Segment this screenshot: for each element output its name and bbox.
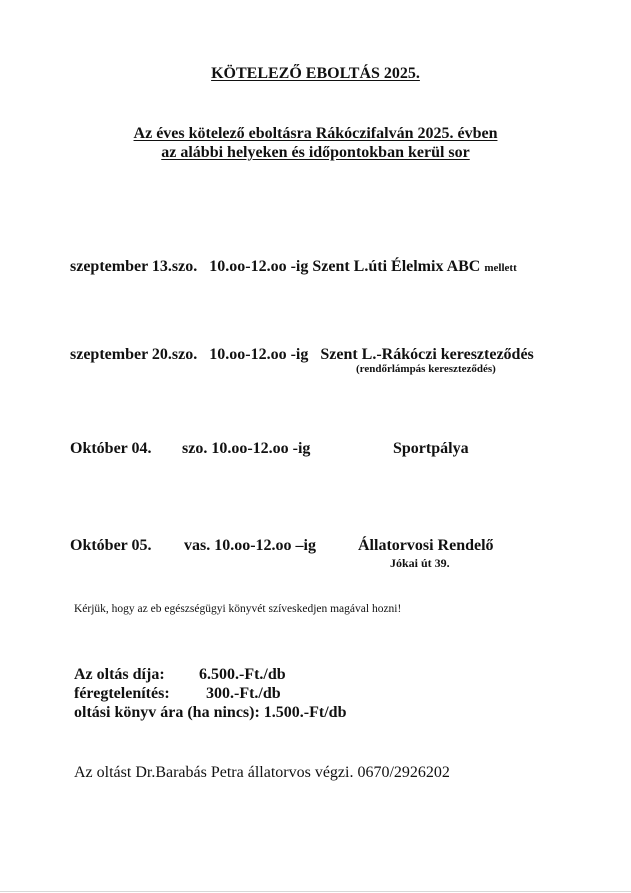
schedule-sub-2: (rendőrlámpás kereszteződés)	[356, 363, 496, 375]
fee-label-1: Az oltás díja:	[74, 666, 165, 683]
schedule-date-4: Október 05.	[70, 537, 152, 554]
fee-row-3	[74, 704, 346, 722]
schedule-sub-4: Jókai út 39.	[390, 556, 450, 570]
schedule-date: szeptember 20.szo.	[70, 346, 198, 363]
page-edge-divider	[0, 891, 631, 892]
intro-line-2: az alábbi helyeken és időpontokban kerül sor	[161, 144, 470, 161]
schedule-place-3: Sportpálya	[393, 440, 469, 457]
schedule-row-2	[70, 346, 534, 364]
document-title: KÖTELEZŐ EBOLTÁS 2025.	[211, 65, 420, 82]
schedule-date-3: Október 04.	[70, 440, 152, 457]
schedule-time-4: vas. 10.oo-12.oo –ig	[184, 537, 316, 554]
schedule-place: Szent L.-Rákóczi kereszteződés	[320, 346, 534, 363]
schedule-time: 10.oo-12.oo -ig	[209, 258, 309, 275]
note-text: Kérjük, hogy az eb egészségügyi könyvét szíveskedjen magával hozni!	[74, 603, 402, 615]
schedule-place: Szent L.úti Élelmix ABC	[312, 258, 481, 275]
fee-label-2: féregtelenítés:	[74, 685, 170, 702]
fee-value-3: 1.500.-Ft/db	[263, 704, 347, 721]
fee-value-1: 6.500.-Ft./db	[199, 666, 286, 683]
schedule-time: 10.oo-12.oo -ig	[209, 346, 309, 363]
schedule-place-suffix: mellett	[484, 262, 517, 274]
schedule-place-4: Állatorvosi Rendelő	[358, 537, 494, 554]
intro-line-1: Az éves kötelező eboltásra Rákóczifalván 2025. évben	[133, 125, 498, 142]
schedule-time-3: szo. 10.oo-12.oo -ig	[182, 440, 311, 457]
schedule-date: szeptember 13.szo.	[70, 258, 198, 275]
schedule-row-1	[70, 258, 517, 276]
fee-value-2: 300.-Ft./db	[206, 685, 281, 702]
footer-text: Az oltást Dr.Barabás Petra állatorvos végzi. 0670/2926202	[74, 764, 450, 781]
fee-label-3: oltási könyv ára (ha nincs):	[74, 704, 260, 721]
